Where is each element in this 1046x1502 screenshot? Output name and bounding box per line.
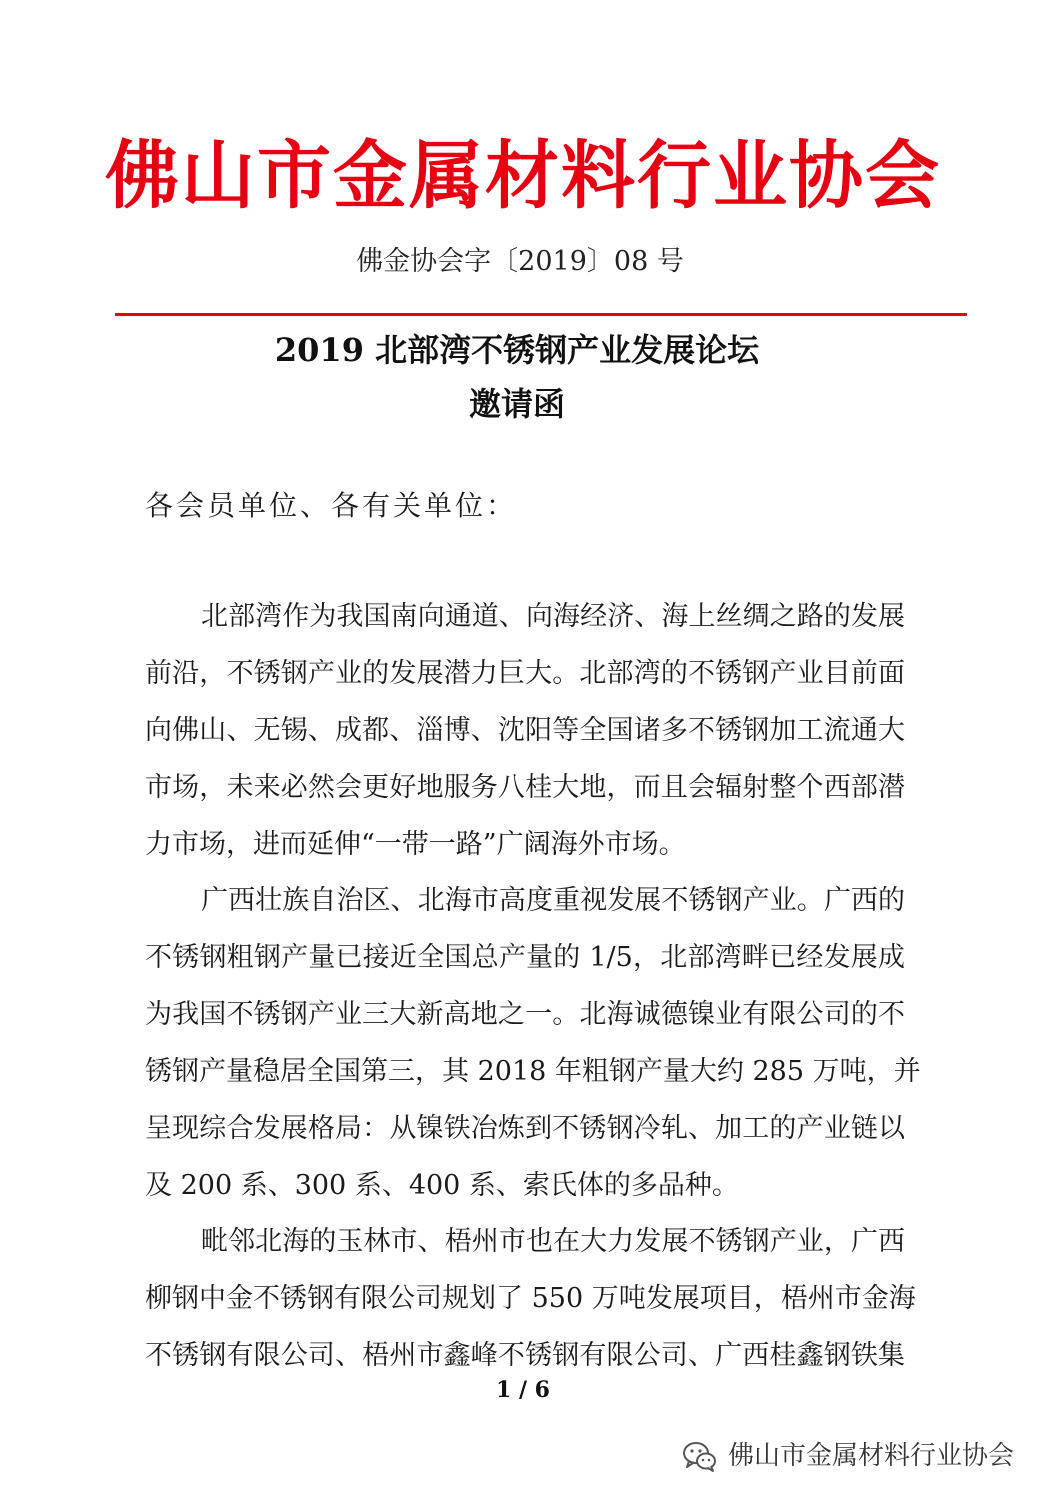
paragraph-line: 锈钢产量稳居全国第三，其 2018 年粗钢产量大约 285 万吨，并 <box>145 1056 921 1087</box>
document-subtitle: 邀请函 <box>468 385 565 423</box>
paragraph-line: 北部湾作为我国南向通道、向海经济、海上丝绸之路的发展 <box>201 601 905 632</box>
paragraph-line: 为我国不锈钢产业三大新高地之一。北海诚德镍业有限公司的不 <box>145 999 905 1030</box>
watermark-text: 佛山市金属材料行业协会 <box>728 1441 1015 1471</box>
header-divider <box>115 313 967 316</box>
paragraph-line: 不锈钢有限公司、梧州市鑫峰不锈钢有限公司、广西桂鑫钢铁集 <box>145 1340 905 1371</box>
paragraph-line: 广西壮族自治区、北海市高度重视发展不锈钢产业。广西的 <box>201 885 905 916</box>
paragraph-line: 前沿，不锈钢产业的发展潜力巨大。北部湾的不锈钢产业目前面 <box>145 658 905 689</box>
paragraph-line: 柳钢中金不锈钢有限公司规划了 550 万吨发展项目，梧州市金海 <box>145 1283 916 1314</box>
wechat-watermark <box>680 1434 1014 1478</box>
document-number: 佛金协会字〔2019〕08 号 <box>356 246 684 277</box>
paragraph-line: 不锈钢粗钢产量已接近全国总产量的 1/5，北部湾畔已经发展成 <box>145 942 905 973</box>
page-number: 1 / 6 <box>496 1377 550 1403</box>
paragraph-line: 市场，未来必然会更好地服务八桂大地，而且会辐射整个西部潜 <box>145 772 905 803</box>
paragraph-line: 向佛山、无锡、成都、淄博、沈阳等全国诸多不锈钢加工流通大 <box>145 715 905 746</box>
document-title: 2019 北部湾不锈钢产业发展论坛 <box>274 331 760 369</box>
salutation: 各会员单位、各有关单位： <box>145 489 518 522</box>
wechat-icon <box>680 1436 720 1476</box>
organization-header: 佛山市金属材料行业协会 <box>105 133 941 219</box>
paragraph-line: 毗邻北海的玉林市、梧州市也在大力发展不锈钢产业，广西 <box>201 1226 905 1257</box>
paragraph-line: 呈现综合发展格局：从镍铁冶炼到不锈钢冷轧、加工的产业链以 <box>145 1113 905 1144</box>
paragraph-line: 及 200 系、300 系、400 系、索氏体的多品种。 <box>145 1170 739 1201</box>
paragraph-line: 力市场，进而延伸“一带一路”广阔海外市场。 <box>145 829 686 860</box>
